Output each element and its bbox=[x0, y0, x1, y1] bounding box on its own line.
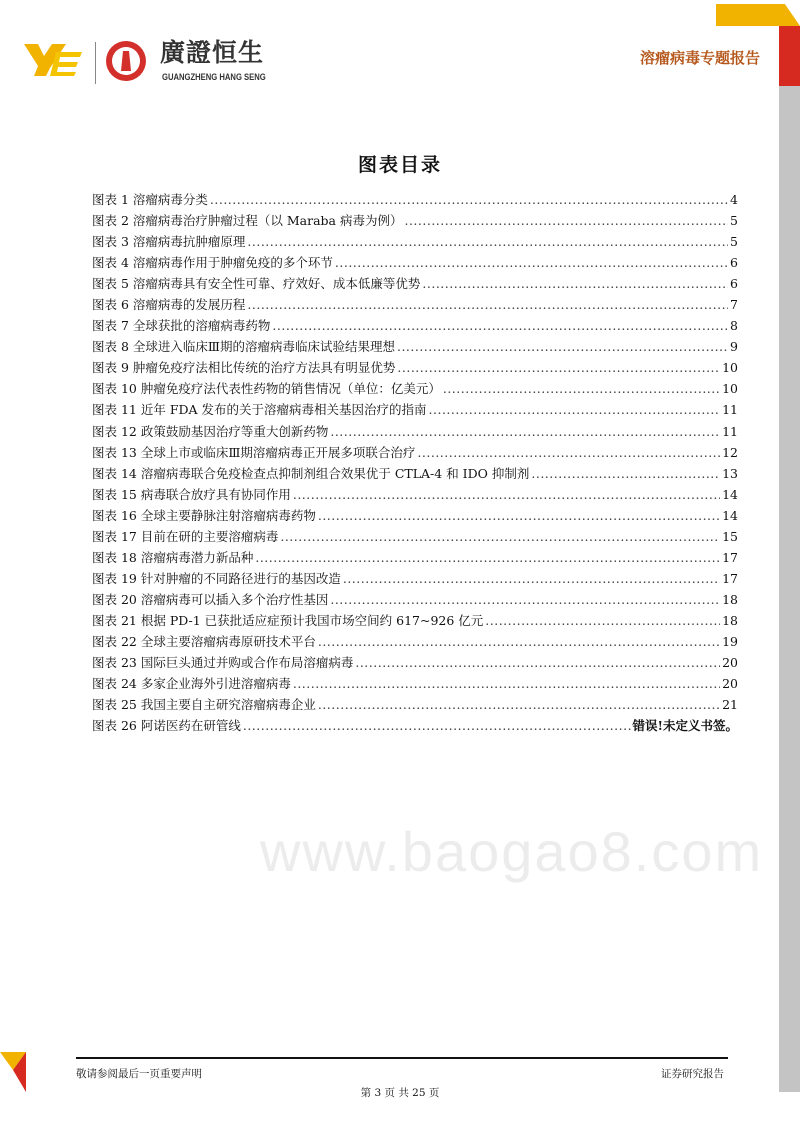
toc-entry-page: 14 bbox=[722, 507, 738, 523]
toc-entry-label: 图表 19 针对肿瘤的不同路径进行的基因改造 bbox=[92, 570, 341, 586]
watermark: www.baogao8.com bbox=[260, 820, 764, 883]
toc-entry[interactable] bbox=[92, 590, 738, 611]
toc-entry-label: 图表 20 溶瘤病毒可以插入多个治疗性基因 bbox=[92, 591, 329, 607]
toc-entry-label: 图表 11 近年 FDA 发布的关于溶瘤病毒相关基因治疗的指南 bbox=[92, 402, 427, 418]
hang-seng-seal-icon bbox=[106, 41, 146, 81]
toc-entry-page: 18 bbox=[722, 591, 738, 607]
toc-entry-label: 图表 4 溶瘤病毒作用于肿瘤免疫的多个环节 bbox=[92, 255, 333, 271]
toc-leader-dots bbox=[429, 402, 721, 417]
toc-leader-dots bbox=[443, 381, 720, 396]
toc-entry-label: 图表 8 全球进入临床Ⅲ期的溶瘤病毒临床试验结果理想 bbox=[92, 339, 395, 355]
toc-entry[interactable] bbox=[92, 274, 738, 295]
toc-entry[interactable] bbox=[92, 443, 738, 464]
toc-leader-dots bbox=[343, 571, 720, 586]
toc-entry[interactable] bbox=[92, 232, 738, 253]
toc-entry[interactable] bbox=[92, 190, 738, 211]
toc-leader-dots bbox=[417, 445, 720, 460]
toc-leader-dots bbox=[210, 192, 728, 207]
toc-leader-dots bbox=[397, 339, 728, 354]
toc-entry-label: 图表 10 肿瘤免疫疗法代表性药物的销售情况（单位：亿美元） bbox=[92, 381, 441, 397]
toc-entry-page: 19 bbox=[722, 633, 738, 649]
toc-leader-dots bbox=[293, 676, 720, 691]
toc-entry-page: 9 bbox=[730, 339, 738, 355]
toc-entry-label: 图表 6 溶瘤病毒的发展历程 bbox=[92, 297, 246, 313]
report-type: 溶瘤病毒专题报告 bbox=[639, 49, 760, 67]
toc-entry[interactable] bbox=[92, 569, 738, 590]
toc-entry-page: 17 bbox=[722, 549, 738, 565]
toc-leader-dots bbox=[355, 655, 720, 670]
toc-entry-label: 图表 24 多家企业海外引进溶瘤病毒 bbox=[92, 676, 291, 692]
brand-name-cn: 廣證恒生 bbox=[160, 38, 265, 67]
toc-entry[interactable] bbox=[92, 653, 738, 674]
ye-logo-icon bbox=[22, 42, 84, 78]
toc-entry-page: 12 bbox=[722, 444, 738, 460]
toc-entry-page: 10 bbox=[722, 381, 738, 397]
toc-leader-dots bbox=[531, 466, 720, 481]
toc-leader-dots bbox=[318, 634, 720, 649]
toc-entry[interactable] bbox=[92, 337, 738, 358]
toc-entry-page: 13 bbox=[722, 465, 738, 481]
toc-entry[interactable] bbox=[92, 295, 738, 316]
footer-category: 证券研究报告 bbox=[661, 1068, 724, 1080]
toc-entry-label: 图表 22 全球主要溶瘤病毒原研技术平台 bbox=[92, 633, 316, 649]
footer-disclaimer: 敬请参阅最后一页重要声明 bbox=[76, 1068, 202, 1080]
side-grey-bar bbox=[779, 86, 800, 1092]
toc-entry[interactable] bbox=[92, 358, 738, 379]
toc-entry-label: 图表 12 政策鼓励基因治疗等重大创新药物 bbox=[92, 423, 329, 439]
footer-divider bbox=[76, 1057, 728, 1059]
toc-leader-dots bbox=[422, 276, 728, 291]
toc-entry-page: 8 bbox=[730, 318, 738, 334]
toc-entry-page: 15 bbox=[722, 528, 738, 544]
toc-entry-label: 图表 1 溶瘤病毒分类 bbox=[92, 192, 208, 207]
toc-entry-page: 6 bbox=[730, 255, 738, 271]
toc-leader-dots bbox=[330, 592, 720, 607]
toc-leader-dots bbox=[272, 318, 728, 333]
toc-leader-dots bbox=[243, 718, 631, 733]
toc-entry-page: 11 bbox=[722, 402, 738, 418]
toc-entry-label: 图表 7 全球获批的溶瘤病毒药物 bbox=[92, 318, 271, 334]
brand-name-en: GUANGZHENG HANG SENG bbox=[162, 72, 266, 82]
toc-entry-page: 18 bbox=[722, 612, 738, 628]
toc-entry-label: 图表 18 溶瘤病毒潜力新品种 bbox=[92, 549, 254, 565]
toc-entry[interactable] bbox=[92, 485, 738, 506]
logo-divider bbox=[95, 42, 96, 84]
header-yellow-tab bbox=[716, 4, 800, 26]
toc-entry-page: 20 bbox=[722, 655, 738, 671]
toc-entry-page: 14 bbox=[722, 486, 738, 502]
toc-entry-page: 4 bbox=[730, 192, 738, 207]
toc-entry-label: 图表 23 国际巨头通过并购或合作布局溶瘤病毒 bbox=[92, 655, 354, 671]
toc-leader-dots bbox=[318, 508, 720, 523]
toc-leader-dots bbox=[318, 697, 720, 712]
toc-entry-label: 图表 15 病毒联合放疗具有协同作用 bbox=[92, 486, 291, 502]
toc-entry[interactable] bbox=[92, 506, 738, 527]
toc-entry-page: 5 bbox=[730, 213, 738, 229]
toc-leader-dots bbox=[330, 424, 720, 439]
toc-entry-page: 错误!未定义书签。 bbox=[632, 718, 738, 734]
toc-entry[interactable] bbox=[92, 527, 738, 548]
toc-entry[interactable] bbox=[92, 611, 738, 632]
toc-entry-page: 10 bbox=[722, 360, 738, 376]
toc-entry-page: 6 bbox=[730, 276, 738, 292]
toc-entry-label: 图表 17 目前在研的主要溶瘤病毒 bbox=[92, 528, 279, 544]
toc-entry-label: 图表 21 根据 PD-1 已获批适应症预计我国市场空间约 617~926 亿元 bbox=[92, 612, 484, 628]
toc-entry-page: 11 bbox=[722, 423, 738, 439]
toc-leader-dots bbox=[247, 297, 728, 312]
toc-leader-dots bbox=[280, 529, 720, 544]
toc-entry-label: 图表 9 肿瘤免疫疗法相比传统的治疗方法具有明显优势 bbox=[92, 360, 396, 376]
toc-entry[interactable] bbox=[92, 211, 738, 232]
toc-entry-label: 图表 25 我国主要自主研究溶瘤病毒企业 bbox=[92, 697, 316, 713]
toc-entry[interactable] bbox=[92, 716, 738, 737]
toc-entry[interactable] bbox=[92, 316, 738, 337]
toc-entry-label: 图表 2 溶瘤病毒治疗肿瘤过程（以 Maraba 病毒为例） bbox=[92, 213, 403, 229]
toc-leader-dots bbox=[404, 213, 728, 228]
toc-entry[interactable] bbox=[92, 632, 738, 653]
toc-entry-page: 5 bbox=[730, 234, 738, 250]
toc-entry[interactable] bbox=[92, 400, 738, 421]
toc-entry-label: 图表 16 全球主要静脉注射溶瘤病毒药物 bbox=[92, 507, 316, 523]
toc-leader-dots bbox=[255, 550, 720, 565]
toc-entry[interactable] bbox=[92, 674, 738, 695]
page-title: 图表目录 bbox=[357, 154, 442, 176]
toc-entry-page: 7 bbox=[730, 297, 738, 313]
page-number: 第 3 页 共 25 页 bbox=[360, 1087, 440, 1099]
toc-entry[interactable] bbox=[92, 379, 738, 400]
toc-entry-label: 图表 5 溶瘤病毒具有安全性可靠、疗效好、成本低廉等优势 bbox=[92, 276, 421, 292]
toc-entry-label: 图表 14 溶瘤病毒联合免疫检查点抑制剂组合效果优于 CTLA-4 和 IDO 抑制剂 bbox=[92, 465, 530, 481]
toc-leader-dots bbox=[247, 234, 728, 249]
toc-entry-page: 17 bbox=[722, 570, 738, 586]
toc-entry[interactable] bbox=[92, 464, 738, 485]
toc-entry-label: 图表 3 溶瘤病毒抗肿瘤原理 bbox=[92, 234, 246, 250]
side-red-bar bbox=[779, 26, 800, 86]
toc-entry-label: 图表 13 全球上市或临床Ⅲ期溶瘤病毒正开展多项联合治疗 bbox=[92, 444, 416, 460]
toc-leader-dots bbox=[485, 613, 720, 628]
toc-leader-dots bbox=[397, 360, 720, 375]
toc-entry[interactable] bbox=[92, 253, 738, 274]
toc-entry-page: 21 bbox=[722, 697, 738, 713]
toc-entry[interactable] bbox=[92, 422, 738, 443]
toc-leader-dots bbox=[335, 255, 728, 270]
toc-entry[interactable] bbox=[92, 548, 738, 569]
toc-leader-dots bbox=[293, 487, 720, 502]
figure-toc bbox=[92, 190, 738, 737]
toc-entry-label: 图表 26 阿诺医药在研管线 bbox=[92, 718, 241, 734]
toc-entry[interactable] bbox=[92, 695, 738, 716]
toc-entry-page: 20 bbox=[722, 676, 738, 692]
